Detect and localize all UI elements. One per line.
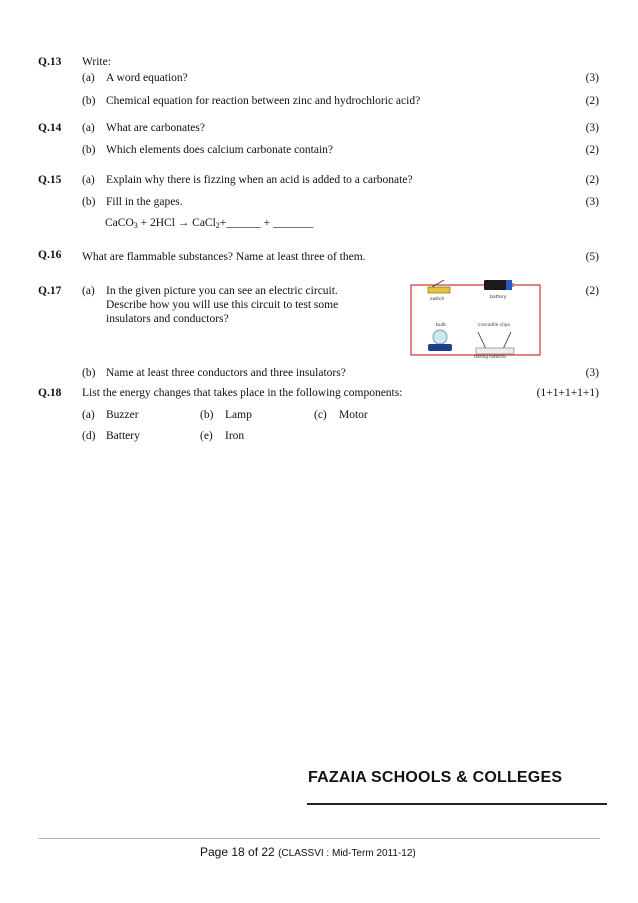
question-number: Q.15 <box>38 174 62 186</box>
item-text: Battery <box>106 430 140 442</box>
item-label: (a) <box>82 409 95 421</box>
item-text: Motor <box>339 409 368 421</box>
part-text-line: Describe how you will use this circuit to test some <box>106 299 339 311</box>
bulb-icon <box>428 330 452 351</box>
diagram-label-switch: switch <box>430 297 445 302</box>
item-label: (e) <box>200 430 213 442</box>
marks: (3) <box>585 122 599 134</box>
question-intro: Write: <box>82 56 111 68</box>
question-number: Q.16 <box>38 249 62 261</box>
part-text: Name at least three conductors and three insulators? <box>106 367 346 379</box>
part-text-line: insulators and conductors? <box>106 313 229 325</box>
marks: (1+1+1+1+1) <box>536 387 599 399</box>
page-footer <box>200 845 416 859</box>
page-number: Page 18 of 22 <box>200 845 275 859</box>
item-text: Buzzer <box>106 409 139 421</box>
school-name: FAZAIA SCHOOLS & COLLEGES <box>308 769 563 786</box>
crocodile-clips-icon <box>478 332 511 349</box>
marks: (2) <box>585 285 599 297</box>
part-label: (b) <box>82 144 96 156</box>
diagram-label-clips: crocodile clips <box>478 323 510 328</box>
question-number: Q.14 <box>38 122 62 134</box>
part-label: (a) <box>82 72 95 84</box>
part-text-line: In the given picture you can see an electric circuit. <box>106 285 338 297</box>
question-number: Q.13 <box>38 56 62 68</box>
marks: (3) <box>585 367 599 379</box>
marks: (3) <box>585 72 599 84</box>
exam-info: (CLASSVI : Mid-Term 2011-12) <box>278 848 416 859</box>
part-label: (b) <box>82 196 96 208</box>
marks: (5) <box>585 251 599 263</box>
part-text: A word equation? <box>106 72 188 84</box>
marks: (3) <box>585 196 599 208</box>
part-label: (a) <box>82 174 95 186</box>
diagram-label-battery: battery <box>490 295 507 300</box>
school-underline <box>307 803 607 805</box>
battery-icon <box>484 280 514 290</box>
question-text: What are flammable substances? Name at least three of them. <box>82 251 366 263</box>
marks: (2) <box>585 95 599 107</box>
circuit-diagram <box>408 277 544 359</box>
item-label: (c) <box>314 409 327 421</box>
diagram-label-bulb: bulb <box>436 323 446 328</box>
item-label: (d) <box>82 430 96 442</box>
part-text: Fill in the gapes. <box>106 196 183 208</box>
question-number: Q.17 <box>38 285 62 297</box>
item-label: (b) <box>200 409 214 421</box>
part-text: Chemical equation for reaction between zinc and hydrochloric acid? <box>106 95 421 107</box>
part-label: (a) <box>82 122 95 134</box>
chemical-equation: CaCO$_3$ + 2HCl → CaCl$_2$+______ + _______ <box>105 217 314 230</box>
footer-divider <box>38 838 600 839</box>
part-label: (a) <box>82 285 95 297</box>
part-label: (b) <box>82 95 96 107</box>
part-text: Which elements does calcium carbonate contain? <box>106 144 334 156</box>
diagram-label-material: testing material <box>474 354 506 359</box>
part-text: Explain why there is fizzing when an acid is added to a carbonate? <box>106 174 413 186</box>
part-text: What are carbonates? <box>106 122 205 134</box>
marks: (2) <box>585 144 599 156</box>
switch-icon <box>428 280 450 293</box>
item-text: Lamp <box>225 409 252 421</box>
part-label: (b) <box>82 367 96 379</box>
marks: (2) <box>585 174 599 186</box>
question-number: Q.18 <box>38 387 62 399</box>
question-text: List the energy changes that takes place in the following components: <box>82 387 403 399</box>
item-text: Iron <box>225 430 245 442</box>
